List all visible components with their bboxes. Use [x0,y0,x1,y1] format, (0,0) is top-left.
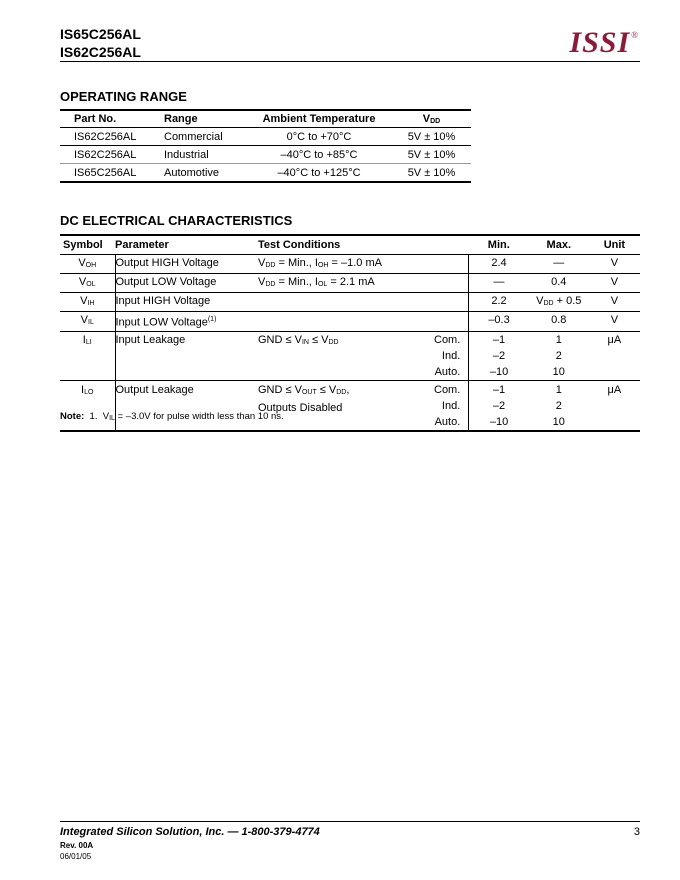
max-value: 10 [552,365,565,378]
col-grade [434,235,469,255]
col-max: Max. [529,235,589,255]
cell: Output LOW Voltage [115,274,258,293]
grade-label: Auto. [434,415,461,428]
col-unit: Unit [589,235,640,255]
symbol-cell: $V_{IL}$ [60,312,115,332]
header-rule [60,61,640,62]
cell: V [589,274,640,293]
footer-rule [60,821,640,822]
min-value: –2 [492,399,506,412]
symbol-cell: $V_{OL}$ [60,274,115,293]
max-cell [529,380,589,431]
issi-logo [569,26,638,60]
cell: 2.4 [469,255,529,274]
cell: 2.2 [469,293,529,312]
col-range: Range [164,110,246,128]
min-value: –1 [492,333,506,346]
table-row [60,293,640,312]
cell: V [589,255,640,274]
cell [258,312,434,332]
cell: $V_{DD}$ = Min., $I_{OL} = 2.1$ mA [258,274,434,293]
cell: Industrial [164,146,246,164]
cell: $V_{DD}$ = Min., $I_{OH} = -1.0$ mA [258,255,434,274]
cell: Output HIGH Voltage [115,255,258,274]
cell: — [529,255,589,274]
cell: μA [589,331,640,380]
operating-range-title: OPERATING RANGE [60,89,187,104]
table-row [60,255,640,274]
cell [258,380,434,431]
condition-line: Outputs Disabled [258,401,343,414]
table-row [60,312,640,332]
cell: 0.8 [529,312,589,332]
min-value: –2 [492,349,506,362]
table-row [60,331,640,380]
cell: IS65C256AL [74,166,137,179]
symbol-cell: $V_{OH}$ [60,255,115,274]
cell: GND ≤ $V_{IN} \le V_{DD}$ [258,331,434,380]
cell: Commercial [164,128,246,146]
min-cell [469,380,529,431]
symbol-cell: $I_{LO}$ [60,380,115,431]
col-parameter: Parameter [115,235,258,255]
min-cell [469,331,529,380]
max-value: 2 [555,349,562,362]
cell: $V_{DD} + 0.5$ [529,293,589,312]
part-number-1: IS65C256AL [60,26,141,42]
max-cell [529,331,589,380]
grade-label: Auto. [434,365,461,378]
col-part-no: Part No. [60,110,164,128]
cell: –0.3 [469,312,529,332]
table-row [60,274,640,293]
cell: IS62C256AL [60,128,164,146]
note-label: Note: [60,411,85,422]
cell [434,293,469,312]
max-value: 2 [555,399,562,412]
table-row [60,128,471,146]
min-value: –10 [489,415,509,428]
operating-range-table [60,109,471,183]
cell [434,274,469,293]
cell: 5V ± 10% [392,146,471,164]
cell [258,293,434,312]
grade-label: Ind. [441,399,461,412]
col-test-conditions: Test Conditions [258,235,434,255]
min-value: –1 [492,383,506,396]
grade-label: Com. [434,333,461,346]
table-row [60,146,471,164]
max-value: 10 [552,415,565,428]
footer-company: Integrated Silicon Solution, Inc. — 1-800-379-4774 [60,826,320,838]
cell: Input Leakage [115,331,258,380]
col-min: Min. [469,235,529,255]
cell: 5V ± 10% [407,166,456,179]
registered-mark: ® [631,30,639,40]
footer-revision: Rev. 00A [60,841,94,850]
cell: — [469,274,529,293]
symbol-cell: $I_{LI}$ [60,331,115,380]
cell: 0°C to +70°C [246,128,392,146]
table-header-row [60,110,471,128]
table-header-row [60,235,640,255]
part-number-2: IS62C256AL [60,44,141,60]
col-symbol: Symbol [60,235,115,255]
cell: μA [607,383,622,396]
cell: 5V ± 10% [392,128,471,146]
dc-characteristics-title: DC ELECTRICAL CHARACTERISTICS [60,213,293,228]
cell [434,255,469,274]
max-value: 1 [555,383,562,396]
dc-characteristics-table [60,234,640,432]
table-note: Note: 1. $V_{IL} = -3.0V$ for pulse width less than 10 ns. [60,411,284,422]
page-number: 3 [633,826,640,838]
col-ambient-temp: Ambient Temperature [246,110,392,128]
footer-date: 06/01/05 [60,852,92,861]
cell: V [589,312,640,332]
grade-cell [434,380,469,431]
cell: –40°C to +125°C [277,166,361,179]
grade-cell [434,331,469,380]
cell: Input HIGH Voltage [115,293,258,312]
symbol-cell: $V_{IH}$ [60,293,115,312]
min-value: –10 [489,365,509,378]
table-row [60,380,640,431]
footnote-ref: (1) [207,316,217,323]
cell: Automotive [164,166,220,179]
condition-line: GND ≤ $V_{OUT} \le V_{DD}$, [258,383,350,396]
cell: 0.4 [529,274,589,293]
table-row [60,164,471,183]
cell [115,312,258,332]
logo-text: ISSI [569,26,631,59]
cell [434,312,469,332]
cell: V [589,293,640,312]
max-value: 1 [555,333,562,346]
parameter-label: Input LOW Voltage [115,316,208,329]
grade-label: Com. [434,383,461,396]
grade-label: Ind. [441,349,461,362]
col-vdd: $V_{DD}$ [392,110,471,128]
cell: –40°C to +85°C [246,146,392,164]
cell: IS62C256AL [60,146,164,164]
cell: Output Leakage [115,383,194,396]
